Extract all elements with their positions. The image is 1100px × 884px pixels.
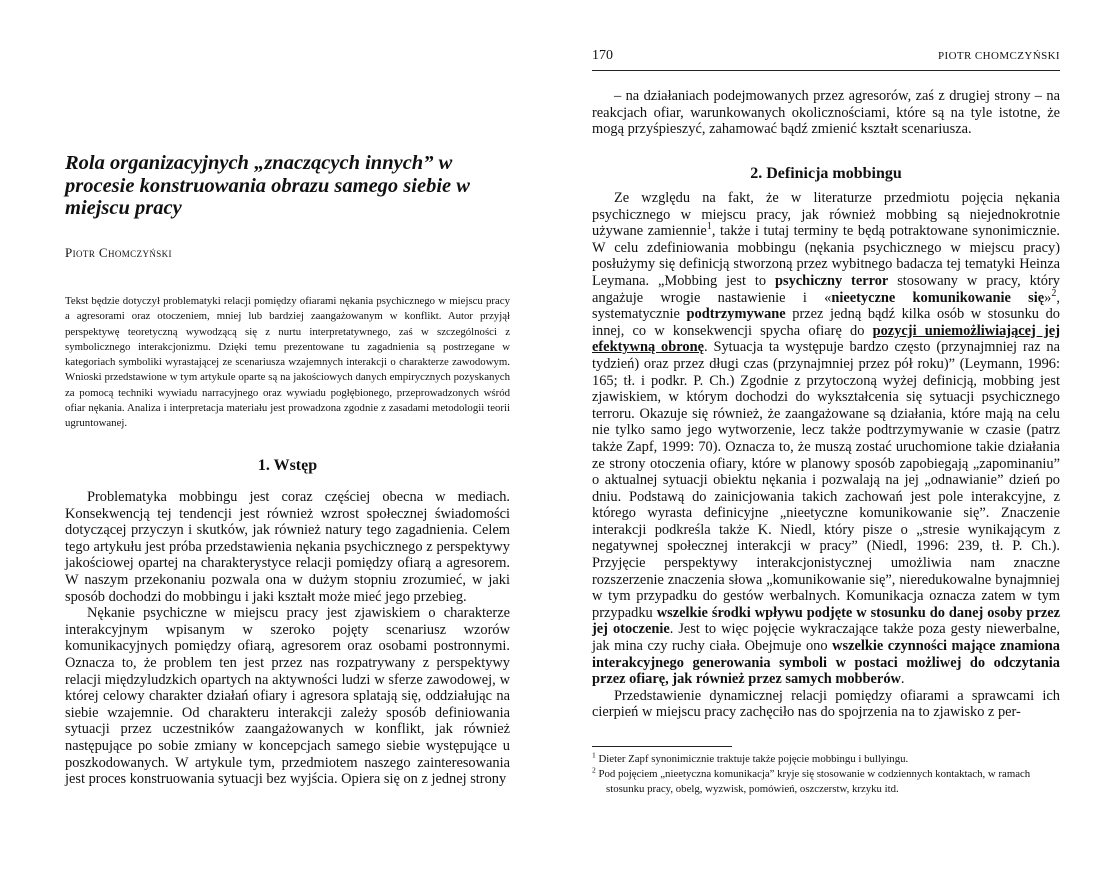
article-title: Rola organizacyjnych „znaczących innych” w procesie konstruowania obrazu samego siebie w miejscu pracy — [65, 152, 470, 219]
footnote-2: $^2$ Pod pojęciem „nieetyczna komunikacja” kryje się stosowanie w codziennych kontaktach, w ramach stosunku pracy, obelg, wyzwisk, pomówień, oszczerstw, krzyku itd. — [592, 765, 1031, 795]
paragraph: Nękanie psychiczne w miejscu pracy jest zjawiskiem o charakterze interakcyjnym wpisanym w szeroko pojęty scenariusz wzorów komunikacyjnych pomiędzy ofiarą, agresorem oraz osobami postronnymi. Oznacza to, że problem ten jest przez nas rozpatrywany z perspektywy relacji międzyludzkich opartych na aktywności ludzi w sferze zawodowej, w której celowy charakter działań ofiary i agresora splatają się, oddziałując na siebie wzajemnie. Od charakteru interakcji zależy sposób definiowania sytuacji przez uczestników zaangażowanych w konflikt, jak również następujące po sobie zmiany w koncepcjach samego siebie występujące u poszkodowanych. W artykule tym, przedmiotem naszego zainteresowania jest proces konstruowania sytuacji bez wyjścia. Opiera się on z jednej strony — [65, 605, 510, 788]
continued-text — [592, 88, 1060, 138]
paragraph: Ze względu na fakt, że w literaturze przedmiotu pojęcia nękania psychicznego w miejscu pracy, jak również mobbing są niejednokrotnie używane zamiennie$^1$, także i tutaj terminy te będą potraktowane synonimicznie. W celu zdefiniowania mobbingu (nękania psychicznego w miejscu pracy) posłużymy się definicją stworzoną przez wybitnego badacza tej tematyki Heinza Leymana. „Mobbing jest to psychiczny terror stosowany w pracy, który angażuje wrogie nastawienie i «nieetyczne komunikowanie się»$^2$, systematycznie podtrzymywane przez jedną bądź kilka osób w stosunku do innej, co w konsekwencji spycha ofiarę do pozycji uniemożliwiającej jej efektywną obronę. Sytuacja ta występuje bardzo często (przynajmniej raz na tydzień) oraz przez długi czas (przynajmniej przez pół roku)” (Leymann, 1996: 165; tł. i podkr. P. Ch.) Zgodnie z przytoczoną wyżej definicją, mobbing jest zjawiskiem, w którym dochodzi do wykształcenia się sytuacji psychicznego terroru. Okazuje się również, że zaangażowane są działania, które mają na celu nie tylko samo jego wytworzenie, lecz także podtrzymywanie w czasie (patrz także Zapf, 1999: 70). Oznacza to, że muszą zostać uruchomione takie działania ze strony otoczenia ofiary, które w planowy sposób zapobiegają „zapominaniu” o aktualnej sytuacji obiektu nękania i pozwalają na jej „odnawianie” dzień po dniu. Podstawą do zainicjowania takich zachowań jest pole interakcyjne, z którego wyrasta definicyjne „nieetyczne komunikowanie się”. Znaczenie interakcji podkreśla także K. Niedl, który pisze o „stresie wynikającym z negatywnej społecznej interakcji w pracy” (Niedl, 1996: 239, tł. P. Ch.). Przyjęcie perspektywy interakcjonistycznej umożliwia nam znaczne rozszerzenie znaczenia słowa „komunikowanie się”, nieredukowalne bynajmniej w tym przypadku do gestów werbalnych. Komunikacja oznacza zatem w tym przypadku wszelkie środki wpływu podjęte w stosunku do danej osoby przez jej otoczenie. Jest to więc pojęcie wykraczające także poza gesty niewerbalne, jak mina czy ruchy ciała. Obejmuje ono wszelkie czynności mające znamiona interakcyjnego generowania symboli w postaci możliwej do odczytania przez ofiarę, jak również przez samych mobberów. — [592, 190, 1060, 688]
section-heading-introduction: 1. Wstęp — [257, 457, 318, 474]
right-page — [550, 0, 1100, 884]
section-body-introduction — [65, 489, 510, 788]
paragraph: Problematyka mobbingu jest coraz częściej obecna w mediach. Konsekwencją tej tendencji jest również wzrost społecznej świadomości dotyczącej przyczyn i skutków, jak również natury tego zagadnienia. Celem tego artykułu jest próba przedstawienia nękania psychicznego z perspektywy jakościowej opartej na charakterystyce relacji pomiędzy ofiarą a agresorem. W naszym przekonaniu pozwala ona w dużym stopniu zrozumieć, w jaki sposób dochodzi do mobbingu i jaki kształt może mieć jego przebieg. — [65, 489, 510, 605]
footnote-ref-2[interactable]: 2 — [1051, 287, 1057, 299]
article-abstract: Tekst będzie dotyczył problematyki relacji pomiędzy ofiarami nękania psychicznego w miejscu pracy a agresorami oraz otoczeniem, mniej lub bardziej zaangażowanym w konflikt. Autor przyjął perspektywę teoretyczną wywodzącą się z nurtu interpretatywnego, zaś w szczególności z symbolicznego interakcjonizmu. Dzięki temu prezentowane tu zagadnienia są postrzegane w kategoriach symboliki wyrastającej ze scenariusza wzajemnych interakcji o charakterze zawodowym. Wnioski przedstawione w tym artykule oparte są na jakościowych danych empirycznych pozyskanych za pomocą techniki wywiadu narracyjnego oraz wywiadu pogłębionego, przeprowadzonych wśród ofiar nękania. Analiza i interpretacja materiału jest prowadzona zgodnie z zasadami metodologii teorii ugruntowanej. — [65, 295, 510, 430]
page-number: 170 — [592, 48, 613, 63]
article-author: Piotr Chomczyński — [65, 245, 172, 260]
paragraph: Przedstawienie dynamicznej relacji pomiędzy ofiarami a sprawcami ich cierpień w miejscu pracy zachęciło nas do spojrzenia na to zjawisko z per- — [592, 687, 1060, 721]
footnote-1: $^1$ Dieter Zapf synonimicznie traktuje także pojęcie mobbingu i bullyingu. — [592, 750, 909, 765]
footnote-ref-1[interactable]: 1 — [706, 221, 712, 233]
section-heading-definition: 2. Definicja mobbingu — [750, 165, 902, 182]
paragraph: – na działaniach podejmowanych przez agresorów, zaś z drugiej strony – na reakcjach ofiar, warunkowanych okolicznościami, które są na tyle istotne, że mogą przyśpieszyć, zahamować bądź zmienić kształt scenariusza. — [592, 88, 1060, 138]
running-head: PIOTR CHOMCZYŃSKI — [937, 50, 1060, 62]
footnotes — [592, 752, 1060, 797]
header-rule — [592, 70, 1060, 71]
section-body-definition — [592, 190, 1060, 721]
footnote-rule — [592, 746, 732, 747]
